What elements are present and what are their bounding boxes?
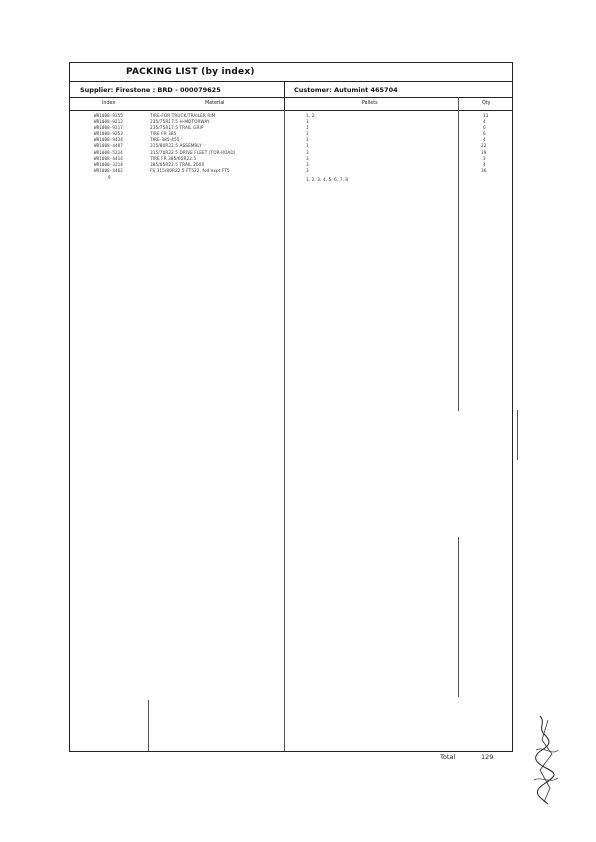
row-qty: 22 — [481, 143, 487, 148]
row-index: WR1008-4414 — [94, 156, 123, 161]
column-header-bottom-rule — [69, 110, 512, 111]
row-material: 235/75R17.5 TRAIL GRIP — [150, 125, 204, 130]
row-qty: 4 — [483, 162, 486, 167]
row-material: 315/70R22.5 DRIVE FLEET (TOR-ROAD) — [150, 150, 236, 155]
pallets-qty-divider — [458, 97, 459, 411]
column-header-pallets: Pallets — [362, 101, 378, 106]
row-qty: 36 — [481, 168, 487, 173]
row-material: FS 315/80R22.5 FT522, fed expt FT5 — [150, 168, 230, 173]
frame-right-border — [512, 62, 513, 752]
row-index: WR1008-9255 — [94, 113, 123, 118]
row-pallets: 1 — [306, 131, 309, 136]
pallets-qty-divider-lower — [458, 537, 459, 697]
row-material: 385/65R22.5 TRAIL 2000 — [150, 162, 205, 167]
row-index: WR1008-4462 — [94, 168, 123, 173]
title-bottom-rule — [69, 81, 512, 82]
row-index: WR1008-5214 — [94, 150, 123, 155]
customer-label: Customer: Autumint 465704 — [294, 86, 398, 94]
total-label: Total — [440, 753, 456, 761]
row-index: WR1008-9434 — [94, 137, 123, 142]
frame-bottom-border — [69, 751, 512, 752]
row-material: TIRE FR 385 — [150, 131, 177, 136]
row-material: TIRE-FOR TRUCK/TRAILER RIM — [150, 113, 216, 118]
index-material-divider-lower — [148, 700, 149, 751]
row-qty: 4 — [483, 119, 486, 124]
row-pallets: 1 — [306, 143, 309, 148]
header-bottom-rule — [69, 97, 512, 98]
row-qty: 3 — [483, 156, 486, 161]
row-pallets: 3 — [306, 156, 309, 161]
row-qty: 11 — [483, 113, 489, 118]
column-header-index: Index — [102, 101, 116, 106]
row-index: 9 — [108, 175, 111, 180]
row-index: WR1008-9217 — [94, 125, 123, 130]
signature-image — [528, 710, 564, 810]
row-material: TIRE-385-455 — [150, 137, 180, 142]
row-pallets: 1 — [306, 125, 309, 130]
row-pallets: 3 — [306, 150, 309, 155]
supplier-customer-divider — [284, 81, 285, 110]
row-material: 235/75R17.5 H-MOTORWAY — [150, 119, 210, 124]
row-index: WR1008-9212 — [94, 119, 123, 124]
column-header-material: Material — [205, 101, 225, 106]
column-header-qty: Qty — [482, 101, 491, 106]
supplier-label: Supplier: Firestone : BRD - 000079625 — [80, 86, 221, 94]
row-pallets: 3 — [306, 168, 309, 173]
row-material: TIRE FR 385/65R22.5 — [150, 156, 197, 161]
document-title: PACKING LIST (by index) — [126, 67, 255, 77]
row-qty: 19 — [481, 150, 487, 155]
row-qty: 4 — [483, 137, 486, 142]
row-pallets: 1, 2 — [306, 113, 315, 118]
row-pallets: 3 — [306, 162, 309, 167]
total-value: 129 — [481, 753, 494, 761]
row-material: 315/80R22.5 ASSEMBLY — [150, 143, 202, 148]
row-pallets: 1, 2, 3, 4, 5, 6, 7, 8 — [306, 177, 349, 182]
row-pallets: 1 — [306, 119, 309, 124]
row-qty: 6 — [483, 125, 486, 130]
row-index: WR1008-4487 — [94, 143, 123, 148]
row-index: WR1008-9253 — [94, 131, 123, 136]
row-index: WR1008-3214 — [94, 162, 123, 167]
row-qty: 6 — [483, 131, 486, 136]
row-pallets: 1 — [306, 137, 309, 142]
frame-left-border — [69, 62, 70, 752]
frame-top-border — [69, 62, 512, 63]
material-pallets-divider — [284, 110, 285, 751]
qty-right-divider — [517, 410, 518, 460]
